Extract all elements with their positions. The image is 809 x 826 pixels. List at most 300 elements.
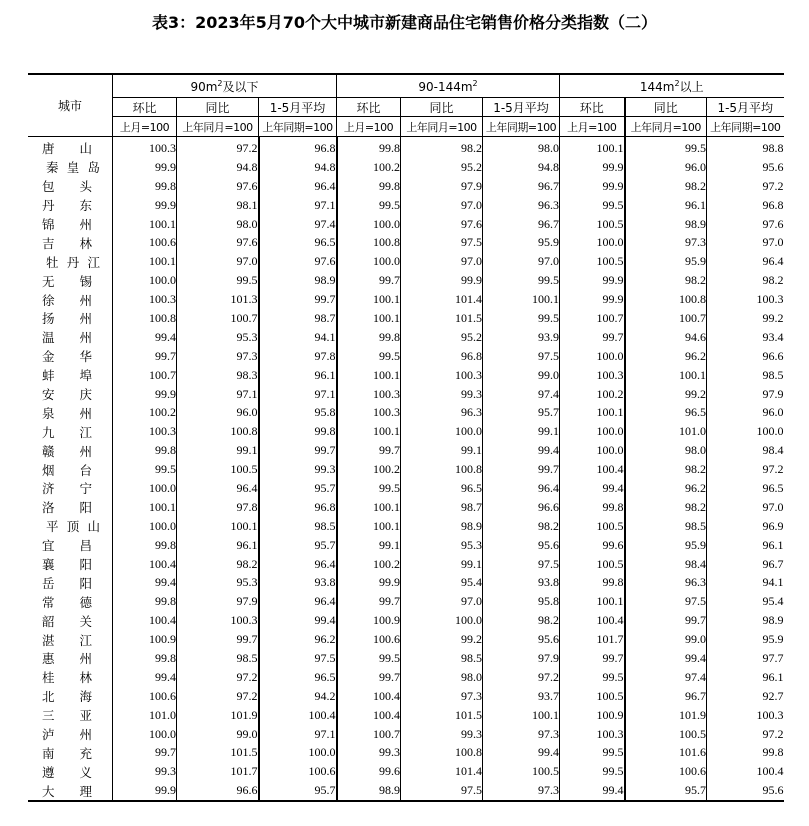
index-value-cell: 93.7 <box>483 687 560 706</box>
index-value-cell: 100.1 <box>560 137 625 158</box>
city-name-cell <box>28 498 113 517</box>
index-value-cell: 97.4 <box>625 668 707 687</box>
index-value-cell: 95.2 <box>401 328 483 347</box>
index-value-cell: 100.9 <box>113 630 177 649</box>
city-name-cell <box>28 366 113 385</box>
city-char: 徐 <box>42 292 55 308</box>
index-value-cell: 99.5 <box>337 347 401 366</box>
city-char: 林 <box>79 235 92 251</box>
index-value-cell: 94.8 <box>483 158 560 177</box>
table-row <box>28 687 784 706</box>
city-name-cell <box>28 441 113 460</box>
index-value-cell: 98.2 <box>625 271 707 290</box>
index-value-cell: 100.0 <box>560 233 625 252</box>
index-value-cell: 100.1 <box>337 517 401 536</box>
index-value-cell: 94.2 <box>259 687 337 706</box>
index-value-cell: 97.3 <box>177 347 259 366</box>
index-value-cell: 97.0 <box>707 233 784 252</box>
index-value-cell: 99.5 <box>560 196 625 215</box>
index-value-cell: 100.4 <box>707 762 784 781</box>
city-name-cell <box>28 517 113 536</box>
index-value-cell: 100.4 <box>113 555 177 574</box>
index-value-cell: 99.9 <box>113 196 177 215</box>
index-value-cell: 99.7 <box>259 441 337 460</box>
index-value-cell: 100.6 <box>113 687 177 706</box>
index-value-cell: 100.1 <box>560 403 625 422</box>
index-value-cell: 100.1 <box>337 366 401 385</box>
city-char: 东 <box>79 198 92 214</box>
index-value-cell: 98.4 <box>625 555 707 574</box>
index-value-cell: 100.3 <box>560 366 625 385</box>
city-char: 蚌 <box>42 368 55 384</box>
index-value-cell: 95.9 <box>707 630 784 649</box>
index-value-cell: 99.7 <box>337 441 401 460</box>
index-value-cell: 97.1 <box>259 385 337 404</box>
sub-column-header: 同比 <box>177 98 259 117</box>
city-char: 吉 <box>42 235 55 251</box>
table-row <box>28 744 784 763</box>
city-char: 昌 <box>79 538 92 554</box>
index-value-cell: 96.4 <box>707 252 784 271</box>
index-value-cell: 99.7 <box>560 649 625 668</box>
sub-column-header: 1-5月平均 <box>259 98 337 117</box>
index-value-cell: 98.2 <box>707 271 784 290</box>
index-value-cell: 98.3 <box>177 366 259 385</box>
index-value-cell: 99.7 <box>560 328 625 347</box>
city-char: 宁 <box>79 481 92 497</box>
index-value-cell: 98.0 <box>177 215 259 234</box>
table-row <box>28 215 784 234</box>
table-row <box>28 630 784 649</box>
index-value-cell: 99.0 <box>483 366 560 385</box>
index-value-cell: 99.1 <box>337 536 401 555</box>
table-row <box>28 555 784 574</box>
table-row <box>28 649 784 668</box>
sub-column-header: 环比 <box>113 98 177 117</box>
index-value-cell: 99.5 <box>177 271 259 290</box>
city-char: 庆 <box>79 387 92 403</box>
index-value-cell: 97.3 <box>401 687 483 706</box>
city-name-cell <box>28 687 113 706</box>
city-name-cell <box>28 479 113 498</box>
table-row <box>28 403 784 422</box>
sub-column-header: 环比 <box>560 98 625 117</box>
index-value-cell: 95.6 <box>707 158 784 177</box>
index-value-cell: 99.7 <box>483 460 560 479</box>
index-value-cell: 99.8 <box>560 498 625 517</box>
index-value-cell: 100.8 <box>113 309 177 328</box>
city-char: 华 <box>79 349 92 365</box>
index-value-cell: 99.8 <box>707 744 784 763</box>
table-body <box>28 137 784 802</box>
city-name-cell <box>28 309 113 328</box>
index-value-cell: 101.6 <box>625 744 707 763</box>
city-char: 山 <box>79 141 92 157</box>
table-row <box>28 517 784 536</box>
city-name-cell <box>28 137 113 158</box>
index-value-cell: 99.8 <box>337 137 401 158</box>
index-value-cell: 100.1 <box>113 498 177 517</box>
index-value-cell: 99.1 <box>401 555 483 574</box>
index-value-cell: 100.2 <box>337 555 401 574</box>
city-name-cell <box>28 573 113 592</box>
city-char: 韶 <box>42 613 55 629</box>
city-char: 三 <box>42 708 55 724</box>
index-value-cell: 97.0 <box>401 592 483 611</box>
index-value-cell: 101.0 <box>625 422 707 441</box>
index-value-cell: 99.8 <box>113 536 177 555</box>
index-value-cell: 100.4 <box>560 611 625 630</box>
index-value-cell: 100.3 <box>401 366 483 385</box>
index-value-cell: 98.2 <box>177 555 259 574</box>
index-value-cell: 98.2 <box>625 177 707 196</box>
index-value-cell: 100.6 <box>113 233 177 252</box>
index-value-cell: 95.8 <box>259 403 337 422</box>
index-value-cell: 96.3 <box>483 196 560 215</box>
index-value-cell: 99.7 <box>177 630 259 649</box>
index-value-cell: 95.7 <box>259 536 337 555</box>
index-value-cell: 99.9 <box>401 271 483 290</box>
index-value-cell: 95.7 <box>625 781 707 801</box>
index-value-cell: 100.4 <box>337 687 401 706</box>
index-value-cell: 101.4 <box>401 290 483 309</box>
city-char: 充 <box>79 745 92 761</box>
index-value-cell: 101.3 <box>177 290 259 309</box>
index-value-cell: 99.7 <box>113 744 177 763</box>
city-name-cell <box>28 555 113 574</box>
table-row <box>28 781 784 801</box>
index-value-cell: 100.3 <box>113 137 177 158</box>
city-char: 安 <box>42 387 55 403</box>
index-value-cell: 96.1 <box>177 536 259 555</box>
index-value-cell: 98.9 <box>259 271 337 290</box>
index-value-cell: 99.6 <box>337 762 401 781</box>
index-value-cell: 98.2 <box>625 498 707 517</box>
city-name-cell <box>28 649 113 668</box>
city-name-cell <box>28 592 113 611</box>
index-value-cell: 100.1 <box>337 290 401 309</box>
index-value-cell: 92.7 <box>707 687 784 706</box>
index-value-cell: 100.1 <box>177 517 259 536</box>
city-name-cell <box>28 290 113 309</box>
index-value-cell: 101.5 <box>177 744 259 763</box>
index-value-cell: 99.3 <box>259 460 337 479</box>
index-value-cell: 97.3 <box>483 725 560 744</box>
city-char: 湛 <box>42 632 55 648</box>
index-value-cell: 97.8 <box>177 498 259 517</box>
table-title: 表3：2023年5月70个大中城市新建商品住宅销售价格分类指数（二） <box>151 13 658 32</box>
table-row <box>28 668 784 687</box>
index-value-cell: 96.2 <box>259 630 337 649</box>
index-value-cell: 100.7 <box>177 309 259 328</box>
city-char: 州 <box>79 651 92 667</box>
index-value-cell: 98.8 <box>707 137 784 158</box>
city-char: 烟 <box>42 462 55 478</box>
index-value-cell: 100.8 <box>337 233 401 252</box>
city-char: 海 <box>79 689 92 705</box>
index-value-cell: 97.2 <box>707 177 784 196</box>
city-char: 义 <box>79 764 92 780</box>
index-value-cell: 97.8 <box>259 347 337 366</box>
unit-header-row <box>28 117 784 137</box>
index-value-cell: 99.7 <box>337 271 401 290</box>
index-value-cell: 98.5 <box>401 649 483 668</box>
unit-header: 上月=100 <box>337 117 401 137</box>
index-value-cell: 99.1 <box>177 441 259 460</box>
city-char: 关 <box>79 613 92 629</box>
city-column-header: 城市 <box>28 74 113 137</box>
index-value-cell: 99.5 <box>337 649 401 668</box>
index-value-cell: 100.3 <box>337 385 401 404</box>
index-value-cell: 96.3 <box>625 573 707 592</box>
city-name-cell <box>28 611 113 630</box>
index-value-cell: 95.2 <box>401 158 483 177</box>
index-value-cell: 97.5 <box>483 555 560 574</box>
index-value-cell: 100.0 <box>401 611 483 630</box>
index-value-cell: 96.7 <box>707 555 784 574</box>
index-value-cell: 96.7 <box>483 215 560 234</box>
table-row <box>28 328 784 347</box>
index-value-cell: 97.6 <box>177 177 259 196</box>
index-value-cell: 95.9 <box>625 252 707 271</box>
index-value-cell: 99.5 <box>113 460 177 479</box>
index-value-cell: 100.1 <box>113 215 177 234</box>
index-value-cell: 99.8 <box>337 328 401 347</box>
index-value-cell: 97.1 <box>259 725 337 744</box>
table-row <box>28 573 784 592</box>
index-value-cell: 100.5 <box>483 762 560 781</box>
city-char: 州 <box>79 311 92 327</box>
index-value-cell: 97.0 <box>401 252 483 271</box>
index-value-cell: 100.7 <box>625 309 707 328</box>
index-value-cell: 99.8 <box>113 177 177 196</box>
index-value-cell: 96.1 <box>625 196 707 215</box>
table-row <box>28 233 784 252</box>
index-value-cell: 93.9 <box>483 328 560 347</box>
table-row <box>28 309 784 328</box>
index-value-cell: 98.1 <box>177 196 259 215</box>
city-char: 赣 <box>42 443 55 459</box>
index-value-cell: 99.1 <box>401 441 483 460</box>
city-char: 扬 <box>42 311 55 327</box>
index-value-cell: 96.6 <box>707 347 784 366</box>
index-value-cell: 98.0 <box>401 668 483 687</box>
table-row <box>28 592 784 611</box>
index-value-cell: 98.4 <box>707 441 784 460</box>
unit-header: 上年同月=100 <box>401 117 483 137</box>
city-char: 亚 <box>79 708 92 724</box>
city-char: 锡 <box>79 273 92 289</box>
city-char: 洛 <box>42 500 55 516</box>
index-value-cell: 96.4 <box>259 555 337 574</box>
table-row <box>28 137 784 158</box>
table-row <box>28 762 784 781</box>
index-value-cell: 99.4 <box>625 649 707 668</box>
index-value-cell: 100.1 <box>483 290 560 309</box>
index-value-cell: 100.3 <box>177 611 259 630</box>
index-value-cell: 98.7 <box>401 498 483 517</box>
index-value-cell: 100.8 <box>625 290 707 309</box>
table-row <box>28 460 784 479</box>
index-value-cell: 97.5 <box>401 233 483 252</box>
index-value-cell: 100.2 <box>113 403 177 422</box>
index-value-cell: 94.1 <box>707 573 784 592</box>
index-value-cell: 100.8 <box>401 744 483 763</box>
index-value-cell: 95.6 <box>707 781 784 801</box>
index-value-cell: 101.7 <box>560 630 625 649</box>
city-name-cell <box>28 403 113 422</box>
city-char: 江 <box>79 632 92 648</box>
index-value-cell: 96.8 <box>401 347 483 366</box>
index-value-cell: 97.6 <box>259 252 337 271</box>
table-row <box>28 196 784 215</box>
index-value-cell: 100.0 <box>113 271 177 290</box>
city-char: 阳 <box>79 575 92 591</box>
city-char: 头 <box>79 179 92 195</box>
city-name-cell <box>28 725 113 744</box>
index-value-cell: 100.1 <box>560 592 625 611</box>
table-row <box>28 347 784 366</box>
index-value-cell: 97.0 <box>707 498 784 517</box>
index-value-cell: 100.0 <box>113 725 177 744</box>
index-value-cell: 98.0 <box>625 441 707 460</box>
index-value-cell: 97.3 <box>483 781 560 801</box>
index-value-cell: 99.5 <box>560 762 625 781</box>
index-value-cell: 96.2 <box>625 347 707 366</box>
index-value-cell: 99.6 <box>560 536 625 555</box>
city-char: 唐 <box>42 141 55 157</box>
city-char: 理 <box>79 783 92 799</box>
index-value-cell: 100.3 <box>337 403 401 422</box>
index-value-cell: 96.5 <box>259 668 337 687</box>
city-char: 州 <box>79 405 92 421</box>
index-value-cell: 98.5 <box>707 366 784 385</box>
index-value-cell: 97.5 <box>259 649 337 668</box>
index-value-cell: 96.0 <box>625 158 707 177</box>
index-value-cell: 99.3 <box>337 744 401 763</box>
index-value-cell: 98.5 <box>177 649 259 668</box>
city-char: 泉 <box>42 405 55 421</box>
index-value-cell: 97.6 <box>177 233 259 252</box>
table-row <box>28 366 784 385</box>
index-value-cell: 96.1 <box>707 536 784 555</box>
index-value-cell: 100.2 <box>560 385 625 404</box>
index-value-cell: 95.4 <box>401 573 483 592</box>
city-char: 德 <box>79 594 92 610</box>
city-name-cell <box>28 347 113 366</box>
index-value-cell: 96.4 <box>483 479 560 498</box>
city-char: 锦 <box>42 217 55 232</box>
city-char: 州 <box>79 443 92 459</box>
city-char: 金 <box>42 349 55 365</box>
group-header-90-and-below: $90m^2$及以下 <box>113 74 337 98</box>
index-value-cell: 99.4 <box>113 573 177 592</box>
index-value-cell: 100.1 <box>337 422 401 441</box>
unit-header: 上月=100 <box>560 117 625 137</box>
city-char: 州 <box>79 217 92 232</box>
index-value-cell: 100.0 <box>560 441 625 460</box>
index-value-cell: 99.8 <box>113 649 177 668</box>
index-value-cell: 99.7 <box>337 668 401 687</box>
index-value-cell: 96.3 <box>401 403 483 422</box>
city-char: 襄 <box>42 557 55 573</box>
city-char: 林 <box>79 670 92 686</box>
index-value-cell: 97.1 <box>177 385 259 404</box>
city-name-cell <box>28 460 113 479</box>
unit-header: 上年同月=100 <box>625 117 707 137</box>
index-value-cell: 100.8 <box>177 422 259 441</box>
sub-column-header: 同比 <box>625 98 707 117</box>
index-value-cell: 98.2 <box>625 460 707 479</box>
sub-column-header: 同比 <box>401 98 483 117</box>
index-value-cell: 99.4 <box>483 441 560 460</box>
index-value-cell: 98.0 <box>483 137 560 158</box>
index-value-cell: 99.7 <box>113 347 177 366</box>
index-value-cell: 99.7 <box>337 592 401 611</box>
index-value-cell: 97.9 <box>707 385 784 404</box>
index-value-cell: 101.0 <box>113 706 177 725</box>
index-value-cell: 94.1 <box>259 328 337 347</box>
city-char: 南 <box>42 745 55 761</box>
index-value-cell: 97.0 <box>401 196 483 215</box>
city-name-cell <box>28 668 113 687</box>
index-value-cell: 100.7 <box>560 309 625 328</box>
index-value-cell: 101.5 <box>401 309 483 328</box>
sub-column-header: 1-5月平均 <box>707 98 784 117</box>
index-value-cell: 100.3 <box>707 706 784 725</box>
index-value-cell: 101.9 <box>177 706 259 725</box>
index-value-cell: 95.7 <box>259 781 337 801</box>
index-value-cell: 99.5 <box>337 196 401 215</box>
index-value-cell: 98.7 <box>259 309 337 328</box>
index-value-cell: 100.1 <box>337 309 401 328</box>
index-value-cell: 100.5 <box>560 687 625 706</box>
city-char: 宜 <box>42 538 55 554</box>
index-value-cell: 97.4 <box>483 385 560 404</box>
index-value-cell: 97.2 <box>707 460 784 479</box>
city-char: 皇 <box>66 160 80 176</box>
table-row <box>28 498 784 517</box>
index-value-cell: 97.2 <box>177 687 259 706</box>
index-value-cell: 100.6 <box>625 762 707 781</box>
index-value-cell: 98.9 <box>401 517 483 536</box>
index-value-cell: 99.9 <box>113 385 177 404</box>
table-row <box>28 158 784 177</box>
city-char: 丹 <box>66 254 80 270</box>
index-value-cell: 100.0 <box>337 252 401 271</box>
index-value-cell: 95.9 <box>625 536 707 555</box>
city-char: 顶 <box>66 519 80 535</box>
index-value-cell: 99.5 <box>483 309 560 328</box>
index-value-cell: 97.6 <box>707 215 784 234</box>
index-value-cell: 99.9 <box>560 177 625 196</box>
index-value-cell: 96.8 <box>259 137 337 158</box>
city-char: 岳 <box>42 575 55 591</box>
city-char: 遵 <box>42 764 55 780</box>
index-value-cell: 97.5 <box>401 781 483 801</box>
index-value-cell: 96.0 <box>177 403 259 422</box>
city-char: 大 <box>42 783 55 799</box>
table-row <box>28 725 784 744</box>
index-value-cell: 96.1 <box>259 366 337 385</box>
price-index-table <box>28 73 784 802</box>
index-value-cell: 100.5 <box>177 460 259 479</box>
index-value-cell: 94.8 <box>177 158 259 177</box>
index-value-cell: 100.5 <box>560 517 625 536</box>
index-value-cell: 96.6 <box>483 498 560 517</box>
index-value-cell: 96.4 <box>259 177 337 196</box>
index-value-cell: 94.8 <box>259 158 337 177</box>
